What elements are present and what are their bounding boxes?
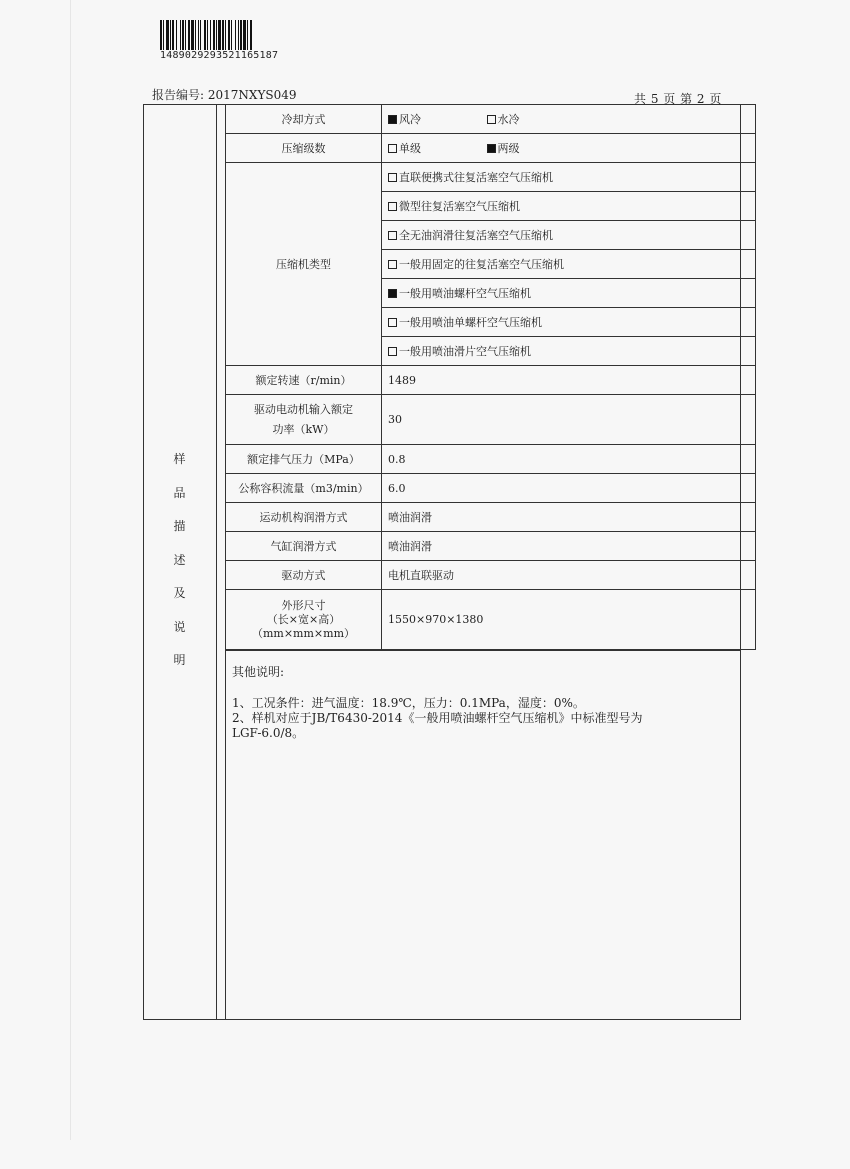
drive-method-label: 驱动方式 xyxy=(226,561,382,590)
section-label-char: 述 xyxy=(173,552,186,567)
unchecked-box-icon xyxy=(388,347,397,356)
frame-divider xyxy=(216,104,217,1020)
barcode-bar xyxy=(180,20,181,50)
section-label-char: 及 xyxy=(173,586,186,600)
dimensions-label: 外形尺寸 xyxy=(281,598,326,612)
compressor-type-option: 直联便携式往复活塞空气压缩机 xyxy=(382,163,756,192)
section-label-char: 品 xyxy=(173,485,186,500)
barcode-bar xyxy=(218,20,221,50)
checked-box-icon xyxy=(388,289,397,298)
barcode-bar xyxy=(182,20,184,50)
barcode-bar xyxy=(200,20,201,50)
mechanism-lubrication-label: 运动机构润滑方式 xyxy=(226,503,382,532)
barcode-bar xyxy=(207,20,208,50)
checked-box-icon xyxy=(388,115,397,124)
drive-method-value: 电机直联驱动 xyxy=(382,561,756,590)
checkbox-two-stage: 两级 xyxy=(487,140,520,156)
row-motor-power xyxy=(226,395,756,445)
volume-flow-label: 公称容积流量（m3/min） xyxy=(226,474,382,503)
checkbox-single-stage: 单级 xyxy=(388,140,421,156)
row-volume-flow xyxy=(226,474,756,503)
barcode-bar xyxy=(210,20,211,50)
notes-title: 其他说明: xyxy=(232,665,285,679)
barcode-bar xyxy=(240,20,242,50)
barcode-bar xyxy=(166,20,169,50)
compressor-type-option: 全无油润滑往复活塞空气压缩机 xyxy=(382,221,756,250)
unchecked-box-icon xyxy=(388,144,397,153)
row-rated-speed xyxy=(226,366,756,395)
barcode-bar xyxy=(188,20,190,50)
notes-line: 1、工况条件：进气温度：18.9℃，压力：0.1MPa，湿度：0%。 xyxy=(232,696,585,710)
unchecked-box-icon xyxy=(388,202,397,211)
spec-table xyxy=(225,104,756,650)
notes-line: LGF-6.0/8。 xyxy=(232,726,305,740)
barcode-bar xyxy=(172,20,174,50)
row-compressor-type xyxy=(226,163,756,192)
unchecked-box-icon xyxy=(388,173,397,182)
unchecked-box-icon xyxy=(388,231,397,240)
cylinder-lubrication-label: 气缸润滑方式 xyxy=(226,532,382,561)
row-cylinder-lubrication xyxy=(226,532,756,561)
barcode-bar xyxy=(198,20,199,50)
barcode-bar xyxy=(250,20,252,50)
barcode-number: 1489029293521165187 xyxy=(160,50,279,61)
page-info: 共 5 页 第 2 页 xyxy=(634,92,722,106)
compressor-type-option: 一般用固定的往复活塞空气压缩机 xyxy=(382,250,756,279)
unchecked-box-icon xyxy=(487,115,496,124)
row-cooling xyxy=(226,105,756,134)
barcode-bar xyxy=(231,20,232,50)
checked-box-icon xyxy=(487,144,496,153)
compressor-type-option: 一般用喷油滑片空气压缩机 xyxy=(382,337,756,366)
report-number-value: 2017NXYS049 xyxy=(207,88,297,102)
section-label xyxy=(143,450,216,685)
report-number xyxy=(152,86,297,103)
row-stages xyxy=(226,134,756,163)
section-label-char: 说 xyxy=(173,619,186,634)
unchecked-box-icon xyxy=(388,318,397,327)
motor-power-label: 功率（kW） xyxy=(272,422,335,436)
barcode-bar xyxy=(247,20,248,50)
dimensions-label: （mm×mm×mm） xyxy=(251,626,356,640)
motor-power-value: 30 xyxy=(382,395,756,445)
barcode-bar xyxy=(195,20,196,50)
barcode-bar xyxy=(163,20,164,50)
section-label-char: 样 xyxy=(173,452,186,466)
row-drive-method xyxy=(226,561,756,590)
barcode-bar xyxy=(238,20,239,50)
barcode-bar xyxy=(176,20,177,50)
discharge-pressure-value: 0.8 xyxy=(382,445,756,474)
row-discharge-pressure xyxy=(226,445,756,474)
compressor-type-label: 压缩机类型 xyxy=(226,163,382,366)
motor-power-label: 驱动电动机输入额定 xyxy=(254,402,353,416)
barcode-bar xyxy=(191,20,194,50)
other-notes xyxy=(225,650,741,1020)
barcode-bar xyxy=(243,20,246,50)
section-label-char: 描 xyxy=(173,519,186,533)
barcode-image xyxy=(160,20,288,50)
barcode-bar xyxy=(228,20,230,50)
section-label-char: 明 xyxy=(173,653,186,667)
compressor-type-option: 一般用喷油螺杆空气压缩机 xyxy=(382,279,756,308)
barcode-bar xyxy=(185,20,186,50)
row-mechanism-lubrication xyxy=(226,503,756,532)
cooling-label: 冷却方式 xyxy=(226,105,382,134)
unchecked-box-icon xyxy=(388,260,397,269)
barcode-bar xyxy=(204,20,206,50)
barcode-bar xyxy=(160,20,162,50)
checkbox-water-cooling: 水冷 xyxy=(487,111,520,127)
compressor-type-option: 一般用喷油单螺杆空气压缩机 xyxy=(382,308,756,337)
barcode-bar xyxy=(213,20,215,50)
mechanism-lubrication-value: 喷油润滑 xyxy=(382,503,756,532)
barcode-bar xyxy=(222,20,224,50)
volume-flow-value: 6.0 xyxy=(382,474,756,503)
rated-speed-value: 1489 xyxy=(382,366,756,395)
barcode-bar xyxy=(225,20,226,50)
barcode-bar xyxy=(235,20,236,50)
report-number-label: 报告编号: xyxy=(152,88,205,102)
barcode-bar xyxy=(216,20,217,50)
dimensions-label: （长×宽×高） xyxy=(266,612,341,626)
cylinder-lubrication-value: 喷油润滑 xyxy=(382,532,756,561)
checkbox-air-cooling: 风冷 xyxy=(388,111,421,127)
dimensions-value: 1550×970×1380 xyxy=(382,590,756,650)
stages-label: 压缩级数 xyxy=(226,134,382,163)
notes-line: 2、样机对应于JB/T6430-2014《一般用喷油螺杆空气压缩机》中标准型号为 xyxy=(232,711,643,725)
barcode-bar xyxy=(170,20,171,50)
row-dimensions xyxy=(226,590,756,650)
compressor-type-option: 微型往复活塞空气压缩机 xyxy=(382,192,756,221)
page-edge xyxy=(70,0,71,1140)
rated-speed-label: 额定转速（r/min） xyxy=(226,366,382,395)
discharge-pressure-label: 额定排气压力（MPa） xyxy=(226,445,382,474)
